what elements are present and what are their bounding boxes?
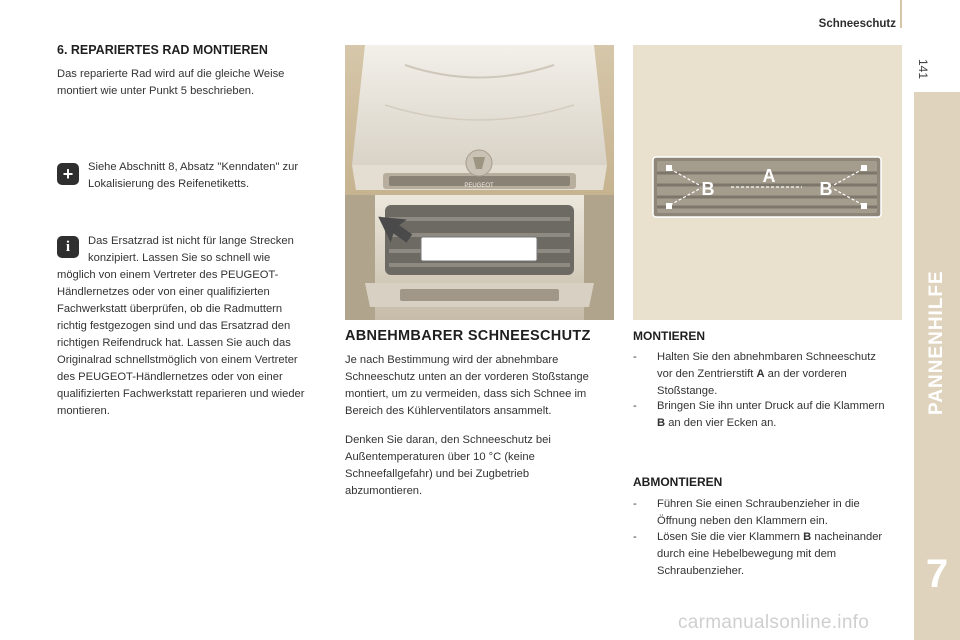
chapter-label: PANNENHILFE (926, 270, 947, 415)
bullet-dash: - (633, 400, 637, 412)
text-line: Siehe Abschnitt 8, Absatz "Kenndaten" zur (88, 161, 299, 173)
plus-note (88, 159, 328, 193)
diagram-label-b-left: B (701, 179, 715, 199)
text-line: Schneefallgefahr) und bei Zugbetrieb (345, 468, 530, 480)
text-line: Denken Sie daran, den Schneeschutz bei (345, 434, 551, 446)
text-line: des PEUGEOT-Händlernetzes oder von einer (57, 371, 283, 383)
diagram-label-a: A (762, 166, 776, 186)
text-line: Bereich des Kühlerventilators ansammelt. (345, 405, 552, 417)
text-line: montieren. (57, 405, 110, 417)
text-line: durch eine Hebelbewegung mit dem (657, 548, 837, 560)
text-line: richtigen Reifendruck hat. Lassen Sie auch das (57, 337, 291, 349)
heading-removable-snow-guard: ABNEHMBARER SCHNEESCHUTZ (345, 328, 591, 344)
text-span: an der vorderen (764, 368, 847, 380)
text-line: montiert wie unter Punkt 5 beschrieben. (57, 85, 255, 97)
text-line: Schraubenzieher. (657, 565, 745, 577)
bullet-dash: - (633, 498, 637, 510)
page-number: 141 (916, 58, 930, 80)
list-item (633, 496, 908, 530)
text-span: nacheinander (811, 531, 883, 543)
plus-icon: + (57, 163, 79, 185)
text-line: qualifizierten Fachwerkstatt reparieren und wieder (57, 388, 305, 400)
bullet-dash: - (633, 531, 637, 543)
diagram-label-b-right: B (819, 179, 833, 199)
text-line-with-label (657, 529, 907, 546)
text-line: Stoßstange. (657, 385, 718, 397)
text-line: montiert, um zu vermeiden, dass sich Schnee im (345, 388, 587, 400)
watermark: carmanualsonline.info (678, 612, 870, 633)
text-line-with-label (657, 366, 907, 383)
text-line: abzumontieren. (345, 485, 423, 497)
heading-remount-wheel: 6. REPARIERTES RAD MONTIEREN (57, 43, 268, 57)
text-line: konzipiert. Lassen Sie so schnell wie (88, 252, 271, 264)
text-line-with-label (657, 415, 907, 432)
text-line: Originalrad schnellstmöglich von einem Vertreter (57, 354, 298, 366)
remount-intro (57, 66, 327, 100)
heading-abmontieren: ABMONTIEREN (633, 475, 723, 489)
text-span: an den vier Ecken an. (665, 417, 777, 429)
snow-guard-paragraph-1 (345, 352, 620, 420)
text-line: Führen Sie einen Schraubenzieher in die (657, 498, 860, 510)
text-line: Halten Sie den abnehmbaren Schneeschutz (657, 351, 876, 363)
text-line: Öffnung neben den Klammern ein. (657, 515, 828, 527)
section-title: Schneeschutz (818, 18, 896, 30)
list-item (633, 529, 908, 580)
chapter-number: 7 (925, 552, 949, 596)
vehicle-front-illustration (345, 45, 614, 320)
list-item (633, 398, 908, 432)
chapter-side-tab (914, 92, 960, 640)
text-line: Händlernetzes oder von einer qualifizierten (57, 286, 270, 298)
label-a-inline: A (756, 368, 765, 380)
label-b-inline: B (657, 417, 666, 429)
text-span: Lösen Sie die vier Klammern (657, 531, 804, 543)
info-note-intro (88, 233, 328, 267)
text-line: Lokalisierung des Reifenetiketts. (88, 178, 250, 190)
text-span: vor den Zentrierstift (657, 368, 754, 380)
info-icon: i (57, 236, 79, 258)
text-line: Je nach Bestimmung wird der abnehmbare (345, 354, 559, 366)
text-line: Das reparierte Rad wird auf die gleiche Weise (57, 68, 285, 80)
header-divider (900, 0, 902, 28)
label-b-inline: B (803, 531, 812, 543)
text-line: Außentemperaturen über 10 °C (keine (345, 451, 535, 463)
heading-montieren: MONTIEREN (633, 329, 705, 343)
photo-brand-text: PEUGEOT (464, 183, 494, 189)
text-line: richtig festgezogen sind und das Ersatzrad den (57, 320, 291, 332)
text-line: möglich von einem Vertreter des PEUGEOT- (57, 269, 279, 281)
list-item (633, 349, 908, 397)
snow-guard-paragraph-2 (345, 432, 620, 500)
text-line: Bringen Sie ihn unter Druck auf die Klammern (657, 400, 885, 412)
info-note-body (57, 267, 332, 420)
text-line: Schneeschutz unten an der vorderen Stoßstange (345, 371, 589, 383)
snow-guard-diagram (633, 45, 902, 320)
text-line: Das Ersatzrad ist nicht für lange Strecken (88, 235, 294, 247)
text-line: Fachwerkstatt überprüfen, ob die Radmuttern (57, 303, 283, 315)
bullet-dash: - (633, 351, 637, 363)
